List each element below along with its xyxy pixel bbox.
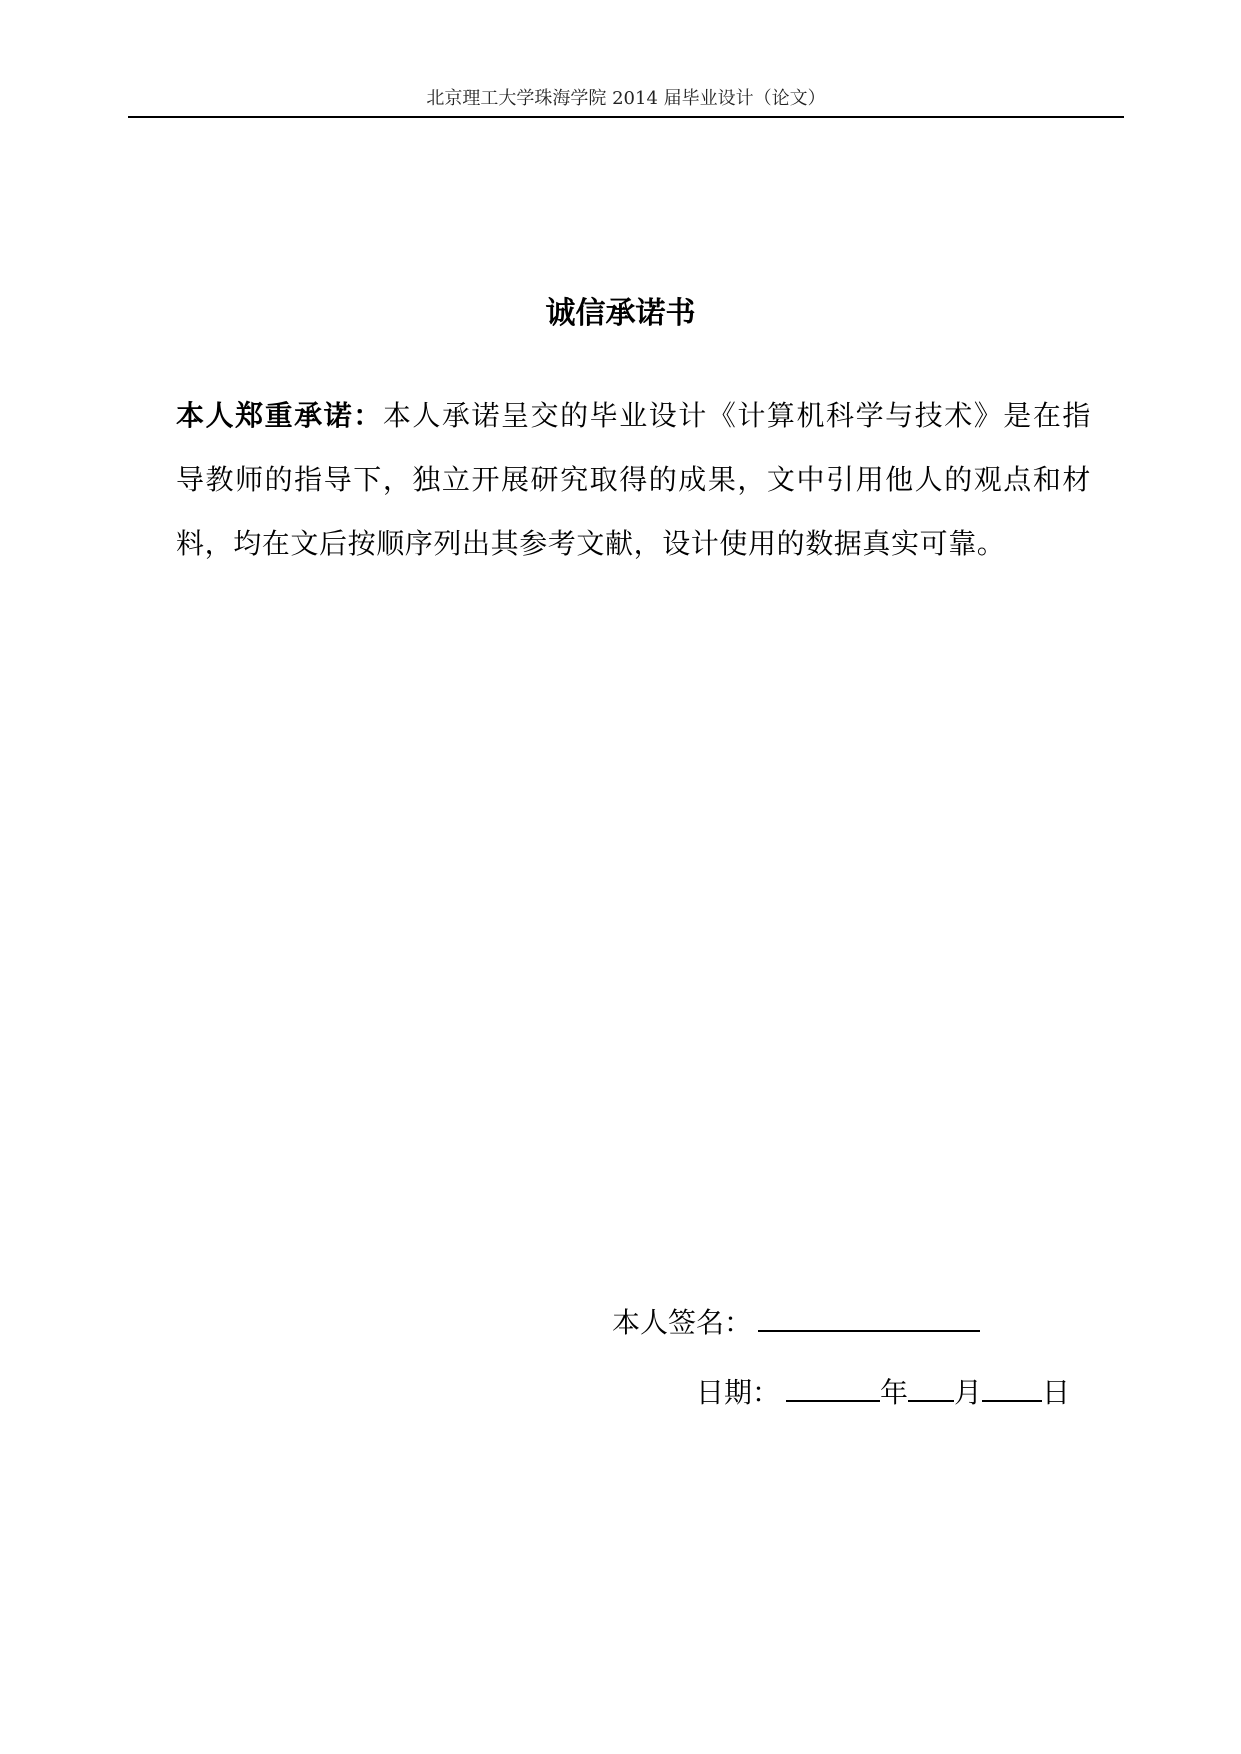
day-blank[interactable] xyxy=(982,1370,1042,1402)
signature-row xyxy=(612,1300,980,1343)
header-text: 北京理工大学珠海学院 2014 届毕业设计（论文） xyxy=(426,88,826,109)
page-header xyxy=(128,86,1124,118)
commitment-lead: 本人郑重承诺： xyxy=(176,399,383,432)
signature-blank[interactable] xyxy=(758,1300,980,1332)
document-title: 诚信承诺书 xyxy=(545,296,696,331)
date-row xyxy=(696,1370,1070,1413)
commitment-text: 本人承诺呈交的毕业设计《计算机科学与技术》是在指导教师的指导下，独立开展研究取得的成果，文中引用他人的观点和材料，均在文后按顺序列出其参考文献，设计使用的数据真实可靠。 xyxy=(176,399,1091,560)
year-blank[interactable] xyxy=(786,1370,880,1402)
date-label: 日期： xyxy=(696,1376,781,1409)
year-label: 年 xyxy=(880,1376,909,1409)
signature-label: 本人签名： xyxy=(612,1306,753,1339)
month-blank[interactable] xyxy=(908,1370,954,1402)
commitment-paragraph xyxy=(176,384,1091,576)
day-label: 日 xyxy=(1042,1376,1071,1409)
month-label: 月 xyxy=(954,1376,983,1409)
